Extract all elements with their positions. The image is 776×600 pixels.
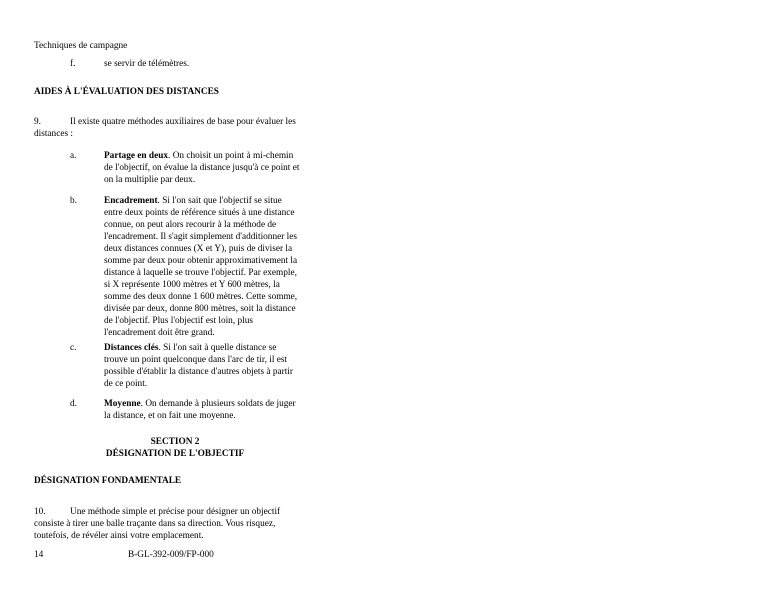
method-c-letter: c. [70,343,77,353]
method-c-line-3: possible d'établir la distance d'autres objets à partir [104,367,293,377]
para9-line-2: distances : [34,129,73,139]
method-b-line-11: de l'objectif. Plus l'objectif est loin, plus [104,316,253,326]
method-b-letter: b. [70,196,77,206]
para9-number: 9. [34,117,41,127]
method-b-line-4: l'encadrement. Il s'agit simplement d'additionner les [104,232,297,242]
item-f-letter: f. [70,59,76,69]
method-b-line-8: si X représente 1000 mètres et Y 600 mètres, la [104,280,280,290]
method-b-line-10: divisée par deux, donne 800 mètres, soit la distance [104,304,296,314]
heading-designation: DÉSIGNATION FONDAMENTALE [34,476,182,486]
page-number: 14 [34,550,44,560]
para9-text [70,116,296,128]
method-b-line-7: distance à laquelle se trouve l'objectif. Par exemple, [104,268,297,278]
method-d-line-2: la distance, et on fait une moyenne. [104,411,236,421]
para10-line-3: toutefois, de révéler ainsi votre emplacement. [34,531,204,541]
method-b-title: Encadrement [104,196,158,206]
method-d-letter: d. [70,399,77,409]
method-c-line-2: trouve un point quelconque dans l'arc de tir, il est [104,355,288,365]
method-b-line-12: l'encadrement doit être grand. [104,328,215,338]
method-b-line-2: entre deux points de référence situés à une distance [104,208,295,218]
method-b-line-5: deux distances connues (X et Y), puis de diviser la [104,244,293,254]
item-f-text: se servir de télémètres. [104,59,190,69]
method-d-title: Moyenne [104,399,141,409]
method-b-line-1: . Si l'on sait que l'objectif se situe [157,196,282,206]
method-b-line-3: connue, on peut alors recourir à la méthode de [104,220,277,230]
para10-rest [34,518,275,542]
para10-line-1: Une méthode simple et précise pour désigner un objectif [70,507,281,517]
method-d-line-1: . On demande à plusieurs soldats de juger [140,399,296,409]
running-header: Techniques de campagne [34,41,128,51]
para10-first [70,506,280,518]
para10-line-2: consiste à tirer une balle traçante dans sa direction. Vous risquez, [34,519,276,529]
method-b-line-6: somme par deux pour obtenir approximativement la [104,256,298,266]
section-name: DÉSIGNATION DE L'OBJECTIF [105,449,245,459]
method-a-line-1: . On choisit un point à mi-chemin [168,151,294,161]
method-a-line-3: on la multiplie par deux. [104,175,196,185]
section-title [34,436,316,460]
document-reference: B-GL-392-009/FP-000 [128,550,214,560]
para9-line-1: Il existe quatre méthodes auxiliaires de base pour évaluer les [70,117,296,127]
method-c-title: Distances clés [104,343,159,353]
para10-number: 10. [34,507,46,517]
method-b-text [104,195,319,339]
method-c-line-4: de ce point. [104,379,148,389]
method-d-text [104,398,319,422]
method-a-line-2: de l'objectif, on évalue la distance jusqu'à ce point et [104,163,300,173]
method-a-letter: a. [70,151,77,161]
para9-text-cont [34,128,73,140]
method-c-text [104,342,319,390]
method-a-title: Partage en deux [104,151,169,161]
method-c-line-1: . Si l'on sait à quelle distance se [158,343,277,353]
method-a-text [104,150,319,186]
section-heading-aides: AIDES À L'ÉVALUATION DES DISTANCES [34,87,219,97]
method-b-line-9: somme des deux donne 1 600 mètres. Cette somme, [104,292,298,302]
section-number: SECTION 2 [150,437,200,447]
